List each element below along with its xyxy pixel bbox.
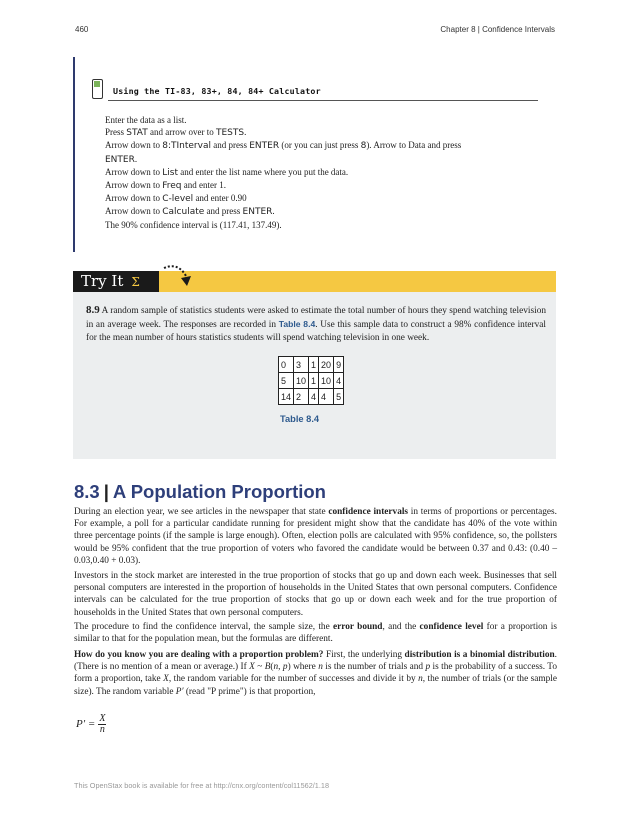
- calculator-icon: [92, 79, 103, 99]
- calculator-divider: [108, 100, 538, 101]
- calculator-instructions: [105, 114, 535, 231]
- table-link[interactable]: Table 8.4: [278, 319, 316, 329]
- try-it-problem: 8.9 A random sample of statistics students were asked to estimate the total number of hours they spend watching television in an average week. The responses are recorded in Table 8.4. Use this sample data to construct a 98% confidence interval for the mean number of hours statistics students will spend watching television in one week.: [86, 304, 546, 343]
- instruction-line: Arrow down to C-level and enter 0.90: [105, 193, 247, 205]
- instruction-line: Arrow down to Calculate and press ENTER.: [105, 206, 275, 218]
- page-number: 460: [75, 25, 89, 34]
- data-table: [278, 356, 344, 405]
- instruction-line: The 90% confidence interval is (117.41, 137.49).: [105, 219, 282, 230]
- table-row: 14 2 4 4 5: [279, 389, 344, 405]
- calculator-heading: Using the TI-83, 83+, 84, 84+ Calculator: [113, 86, 321, 96]
- chapter-title: Chapter 8 | Confidence Intervals: [440, 25, 555, 34]
- paragraph: The procedure to find the confidence interval, the sample size, the error bound, and the confidence level for a proportion is similar to that for the population mean, but the formulas are different.: [74, 622, 557, 645]
- try-it-label: Try It Σ: [73, 271, 159, 292]
- sigma-icon: Σ: [131, 275, 140, 289]
- instruction-line: ENTER.: [105, 153, 138, 165]
- calculator-side-bar: [73, 57, 75, 252]
- formula: P′ = $\frac{X}{n}$: [76, 713, 106, 735]
- instruction-line: Arrow down to 8:TInterval and press ENTER (or you can just press 8). Arrow to Data and press: [105, 140, 462, 152]
- table-caption: Table 8.4: [280, 414, 320, 424]
- instruction-line: Arrow down to List and enter the list name where you put the data.: [105, 166, 349, 178]
- paragraph: Investors in the stock market are interested in the true proportion of stocks that go up and down each week. Businesses that sell personal computers are interested in the proportion of households in the United States that own personal computers. Confidence intervals can be calculated for the true proportion of stocks that go up or down each week and for the true proportion of households in the United States that own personal computers.: [74, 571, 557, 618]
- footer-note: This OpenStax book is available for free at http://cnx.org/content/col11562/1.18: [74, 781, 330, 790]
- section-heading: 8.3 | A Population Proportion: [74, 481, 326, 502]
- table-row: 0 3 1 20 9: [279, 357, 344, 373]
- table-row: 5 10 1 10 4: [279, 373, 344, 389]
- instruction-line: Press STAT and arrow over to TESTS.: [105, 127, 247, 139]
- paragraph: During an election year, we see articles in the newspaper that state confidence intervals in terms of proportions or percentages. For example, a poll for a particular candidate running for president might show that the candidate has 40% of the vote within three percentage points (if the sample is large enough). Often, election polls are calculated with 95% confidence, so, the pollsters would be 95% confident that the true proportion of voters who favored the candidate would be between 0.37 and 0.43: (0.40 – 0.03,0.40 + 0.03).: [74, 507, 557, 566]
- instruction-line: Enter the data as a list.: [105, 115, 187, 125]
- paragraph: How do you know you are dealing with a proportion problem? First, the underlying distribution is a binomial distribution. (There is no mention of a mean or average.) If X ~ B(n, p) where n is the number of trials and p is the probability of a success. To form a proportion, take X, the random variable for the number of successes and divide it by n, the number of trials (or the sample size). The random variable P′ (read "P prime") is that proportion,: [74, 650, 558, 697]
- dotted-arrow-icon: [162, 262, 192, 292]
- instruction-line: Arrow down to Freq and enter 1.: [105, 180, 227, 192]
